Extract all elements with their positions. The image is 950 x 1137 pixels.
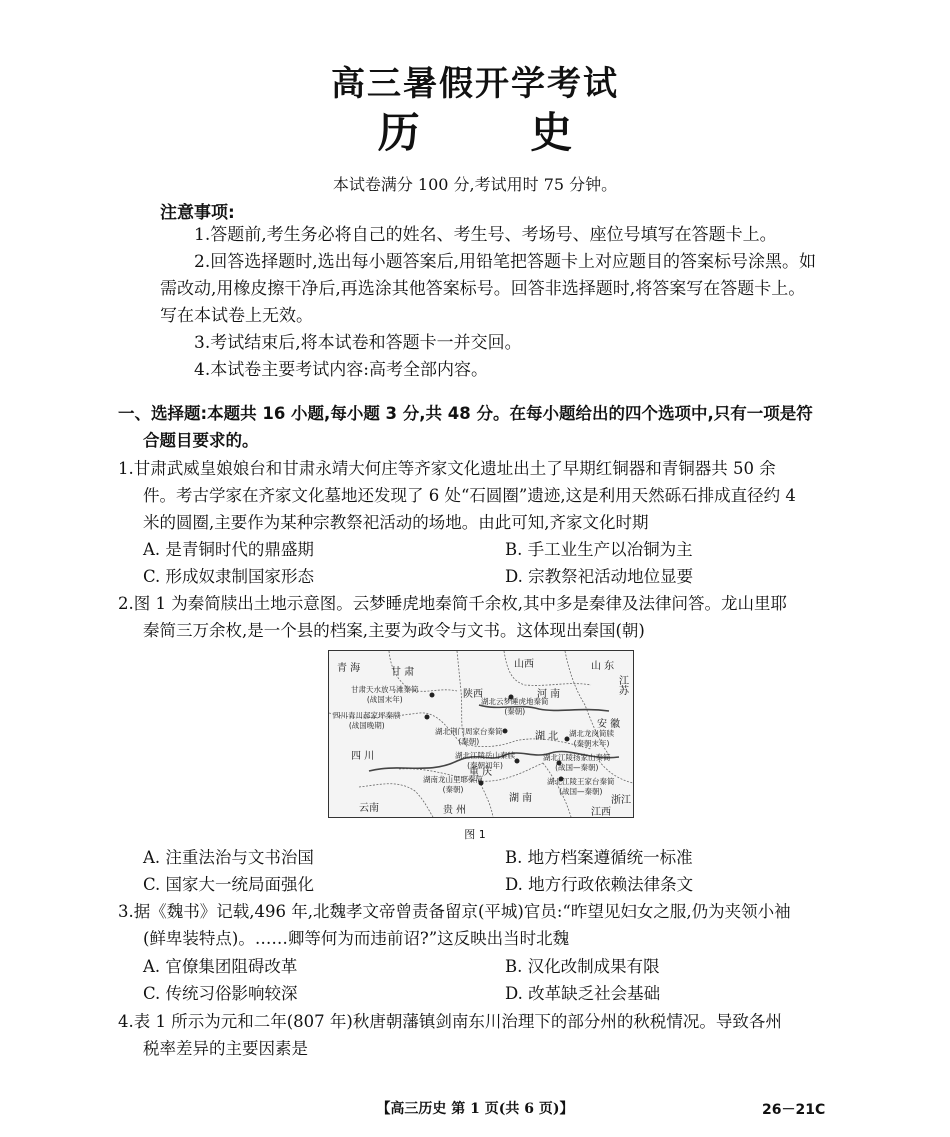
site-marker: [430, 693, 435, 698]
qin-slips-map: [328, 650, 634, 818]
subject-title: 历 史: [377, 108, 621, 157]
region-label: 山 东: [591, 661, 615, 672]
section-heading: [118, 400, 838, 454]
region-label: 山西: [514, 659, 534, 670]
notice-item: 1.答题前,考生务必将自己的姓名、考生号、考场号、座位号填写在答题卡上。: [194, 225, 777, 245]
region-label: 江苏: [619, 676, 629, 697]
option-a[interactable]: A. 官僚集团阻碍改革: [143, 957, 298, 976]
notice-item: 4.本试卷主要考试内容:高考全部内容。: [194, 360, 488, 380]
site-label: 湖南龙山里耶秦简 (秦朝): [423, 775, 483, 794]
question-2: [118, 590, 838, 644]
region-label: 重 庆: [469, 767, 493, 778]
question-4: [118, 1008, 838, 1062]
question-line: 1.甘肃武威皇娘娘台和甘肃永靖大何庄等齐家文化遗址出土了早期红铜器和青铜器共 50 余: [118, 459, 776, 478]
figure-caption: 图 1: [464, 828, 486, 841]
question-line: 2.图 1 为秦简牍出土地示意图。云梦睡虎地秦简千余枚,其中多是秦律及法律问答。龙山里耶: [118, 594, 787, 613]
option-b[interactable]: B. 手工业生产以冶铜为主: [505, 540, 693, 559]
option-a[interactable]: A. 注重法治与文书治国: [143, 848, 314, 867]
section-line: 一、选择题:本题共 16 小题,每小题 3 分,共 48 分。在每小题给出的四个选项中,只有一项是符: [118, 404, 813, 423]
notice-list: [160, 222, 820, 384]
option-a[interactable]: A. 是青铜时代的鼎盛期: [143, 540, 314, 559]
region-label: 河 南: [537, 689, 561, 700]
site-label: 湖北龙岗简牍 (秦朝末年): [569, 729, 614, 748]
option-d[interactable]: D. 地方行政依赖法律条文: [505, 875, 694, 894]
question-3: [118, 898, 838, 952]
region-label: 贵 州: [443, 805, 467, 816]
site-label: 湖北江陵王家台秦简 (战国—秦朝): [547, 777, 615, 796]
region-label: 云南: [359, 803, 379, 814]
notice-heading: 注意事项:: [160, 203, 235, 223]
region-label: 四 川: [351, 751, 375, 762]
site-marker: [425, 715, 430, 720]
region-label: 湖 南: [509, 793, 533, 804]
page-footer: 【高三历史 第 1 页(共 6 页)】: [376, 1101, 574, 1117]
exam-intro: 本试卷满分 100 分,考试用时 75 分钟。: [332, 175, 618, 194]
question-line: 米的圆圈,主要作为某种宗教祭祀活动的场地。由此可知,齐家文化时期: [143, 513, 649, 532]
region-label: 甘 肃: [391, 667, 415, 678]
site-label: 四川青川郝家坪秦牍 (战国晚期): [333, 711, 401, 730]
question-line: 3.据《魏书》记载,496 年,北魏孝文帝曾责备留京(平城)官员:“昨望见妇女之服,仍为夹领小袖: [118, 902, 791, 921]
site-label: 湖北江陵扬家山秦简 (战国—秦朝): [543, 753, 611, 772]
region-label: 安 徽: [597, 719, 621, 730]
option-d[interactable]: D. 改革缺乏社会基础: [505, 984, 661, 1003]
option-c[interactable]: C. 国家大一统局面强化: [143, 875, 315, 894]
option-b[interactable]: B. 地方档案遵循统一标准: [505, 848, 693, 867]
site-label: 甘肃天水放马滩秦简 (战国末年): [351, 685, 419, 704]
exam-title: 高三暑假开学考试: [331, 64, 619, 104]
site-marker: [503, 729, 508, 734]
option-c[interactable]: C. 形成奴隶制国家形态: [143, 567, 315, 586]
question-line: 4.表 1 所示为元和二年(807 年)秋唐朝藩镇剑南东川治理下的部分州的秋税情况。导致各州: [118, 1012, 782, 1031]
option-d[interactable]: D. 宗教祭祀活动地位显要: [505, 567, 694, 586]
question-line: 件。考古学家在齐家文化墓地还发现了 6 处“石圆圈”遗迹,这是利用天然砾石排成直径约 4: [143, 486, 796, 505]
notice-item: 2.回答选择题时,选出每小题答案后,用铅笔把答题卡上对应题目的答案标号涂黑。如需改动,用橡皮擦干净后,再选涂其他答案标号。回答非选择题时,将答案写在答题卡上。写在本试卷上无效。: [160, 252, 817, 326]
option-b[interactable]: B. 汉化改制成果有限: [505, 957, 660, 976]
site-label: 湖北江陵岳山秦牍 (秦朝初年): [455, 751, 515, 770]
region-label: 浙江: [611, 795, 631, 806]
region-label: 湖 北: [535, 731, 559, 742]
region-label: 青 海: [337, 663, 361, 674]
exam-code: 26－21C: [762, 1102, 826, 1118]
notice-item: 3.考试结束后,将本试卷和答题卡一并交回。: [194, 333, 522, 353]
site-marker: [515, 759, 520, 764]
option-c[interactable]: C. 传统习俗影响较深: [143, 984, 298, 1003]
region-label: 陕西: [463, 689, 483, 700]
question-line: 秦简三万余枚,是一个县的档案,主要为政令与文书。这体现出秦国(朝): [143, 621, 645, 640]
question-line: 税率差异的主要因素是: [143, 1039, 308, 1058]
question-1: [118, 455, 838, 536]
site-label: 湖北云梦睡虎地秦简 (秦朝): [481, 697, 549, 716]
site-label: 湖北荆门周家台秦简 (秦朝): [435, 727, 503, 746]
section-line: 合题目要求的。: [143, 431, 259, 450]
question-line: (鲜卑装特点)。……卿等何为而违前诏?”这反映出当时北魏: [143, 929, 570, 948]
region-label: 江西: [591, 807, 611, 818]
